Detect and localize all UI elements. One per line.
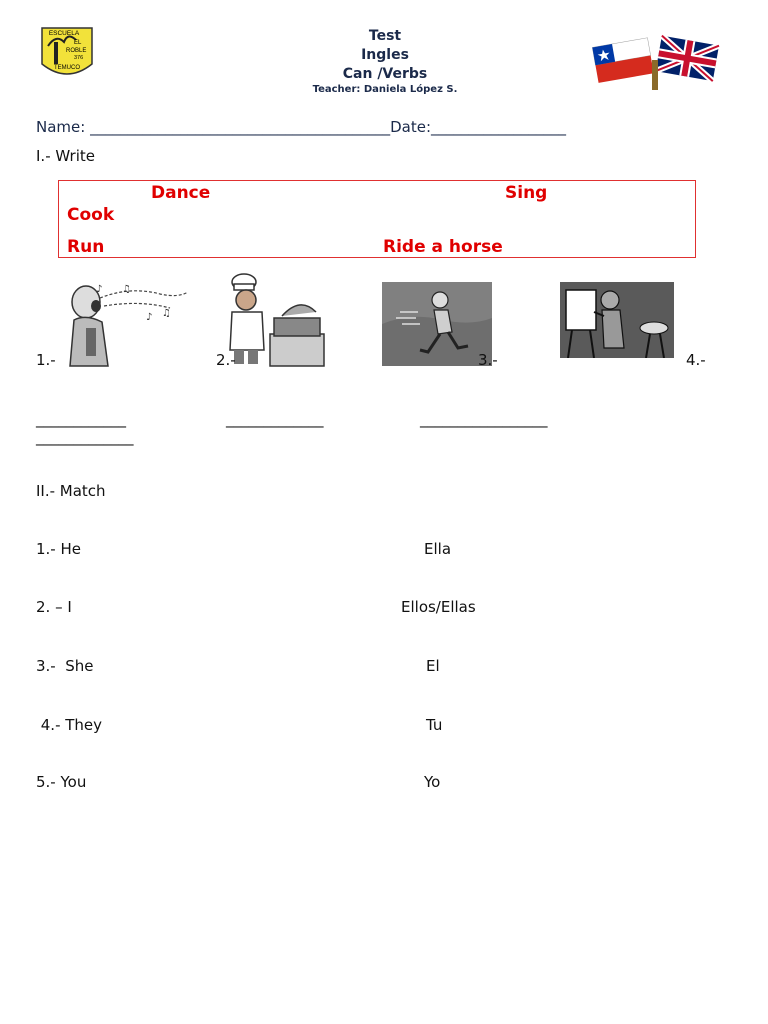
word-dance: Dance [151,183,211,203]
date-label: Date: [390,118,431,136]
name-date-row [36,118,566,136]
match-right-5: Yo [424,773,441,791]
section-match-title: II.- Match [36,482,106,500]
match-left-5: 5.- You [36,773,87,791]
word-ride-a-horse: Ride a horse [383,237,503,257]
name-label: Name: [36,118,86,136]
svg-text:♫: ♫ [162,308,171,319]
match-right-4: Tu [426,716,443,734]
section-write-title: I.- Write [36,147,95,165]
svg-text:♫: ♫ [122,284,131,295]
chile-uk-flags-icon [590,30,720,92]
match-right-2: Ellos/Ellas [401,598,476,616]
name-answer-line[interactable]: ________________________________________ [90,118,391,136]
match-right-3: El [426,657,440,675]
svg-text:376: 376 [74,55,84,61]
item-number-1: 1.- [36,351,56,369]
item-number-3: 3.- [478,351,498,369]
svg-text:TEMUCO: TEMUCO [54,65,80,71]
word-run: Run [67,237,105,257]
answer-line-3[interactable]: _________________ [420,410,548,428]
topic-title: Can /Verbs [342,66,428,82]
svg-text:♪: ♪ [146,312,153,323]
singing-man-image [60,280,192,368]
svg-text:ROBLE: ROBLE [66,48,87,54]
subject-title: Ingles [361,47,409,63]
match-left-4: 4.- They [36,716,103,734]
word-cook: Cook [67,205,115,225]
man-running-image [382,282,492,366]
answer-line-4[interactable]: _____________ [36,428,134,446]
svg-text:♪: ♪ [96,284,103,295]
match-left-1: 1.- He [36,540,81,558]
match-left-2: 2. – I [36,598,72,616]
item-number-4: 4.- [686,351,706,369]
svg-text:ESCUELA: ESCUELA [48,30,80,37]
match-right-1: Ella [424,540,452,558]
word-sing: Sing [505,183,548,203]
man-painting-image [560,282,674,358]
test-title: Test [368,28,402,44]
word-bank-box [58,180,696,258]
answer-line-2[interactable]: _____________ [226,410,324,428]
item-number-2: 2.- [216,351,236,369]
answer-line-1[interactable]: ____________ [36,410,126,428]
svg-text:EL: EL [74,40,82,46]
teacher-name: Teacher: Daniela López S. [312,84,458,95]
match-left-3: 3.- She [36,657,94,675]
date-answer-line[interactable]: __________________ [431,118,566,136]
school-logo [40,26,94,82]
